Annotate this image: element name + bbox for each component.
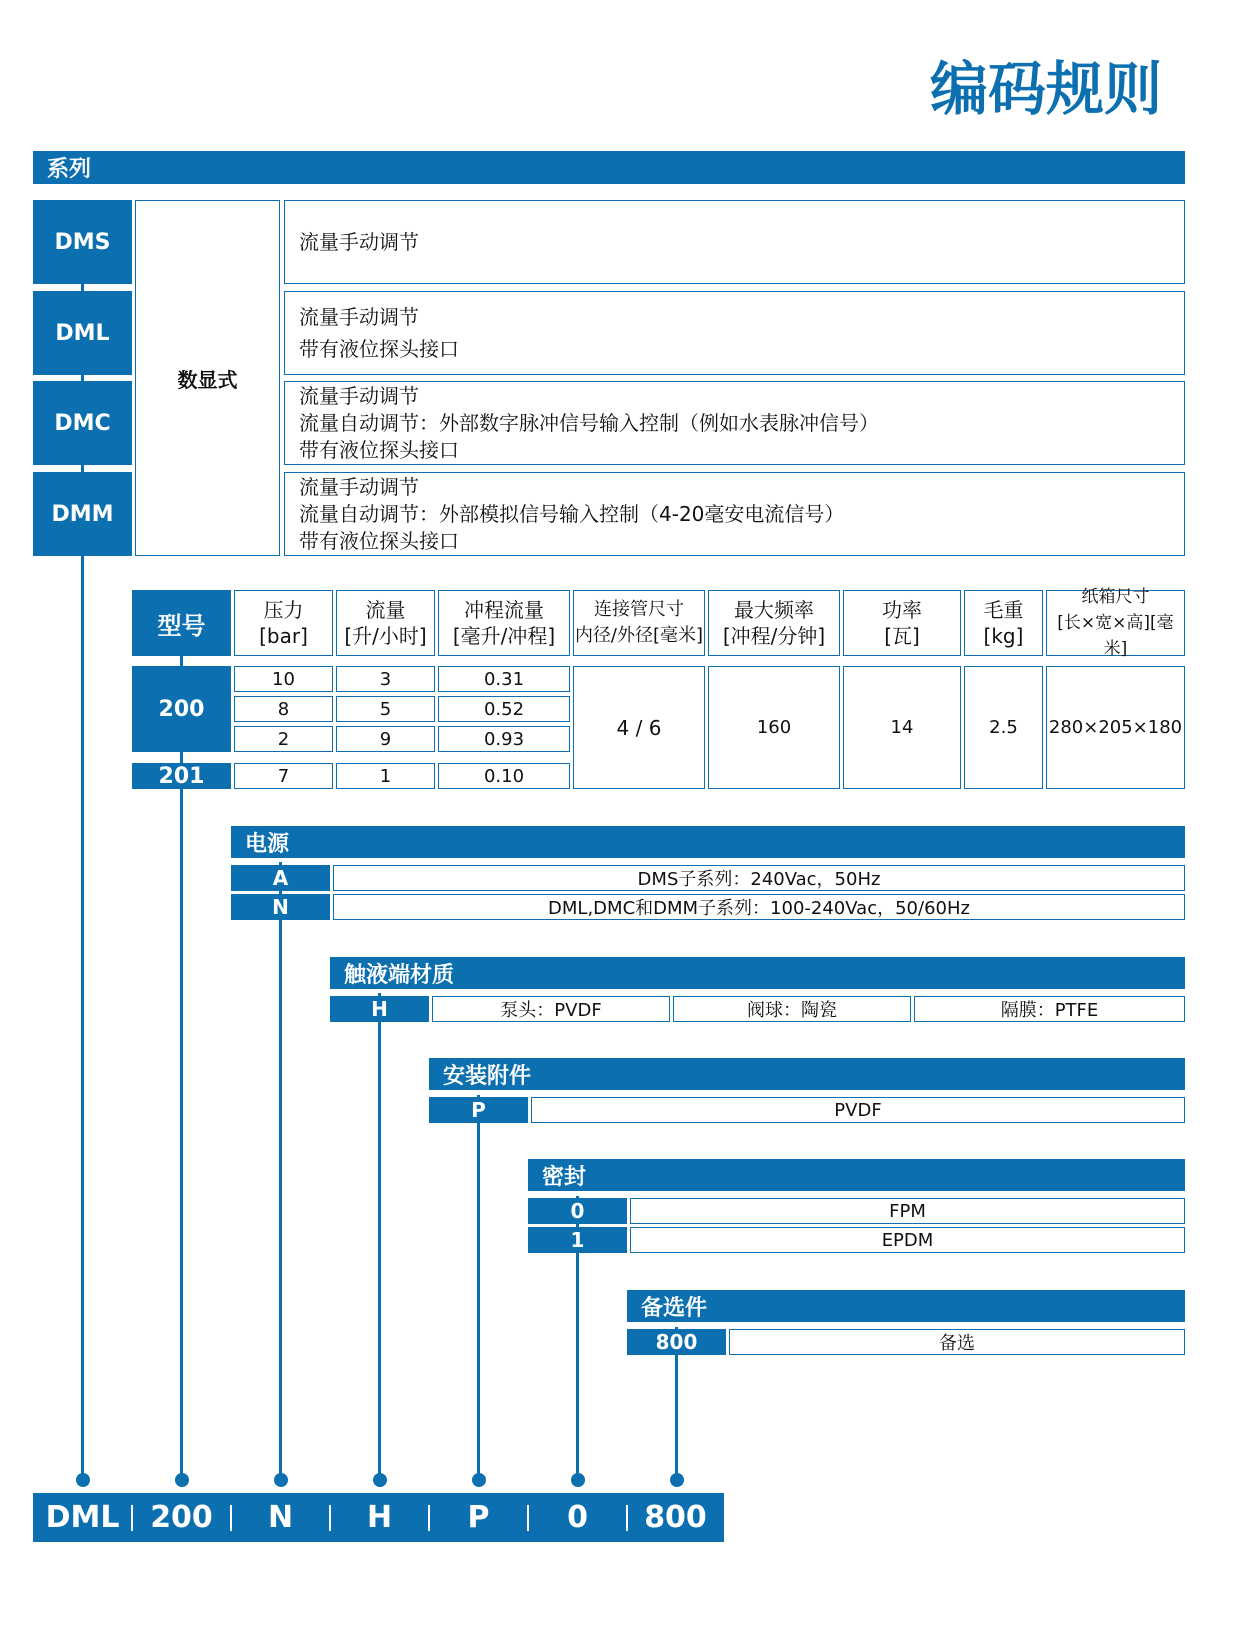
install-header: 安装附件 <box>429 1058 1185 1090</box>
col-unit: [毫升/冲程] <box>452 624 556 648</box>
table-cell: 10 <box>234 666 333 692</box>
connector-dot <box>472 1473 486 1487</box>
connector-install <box>477 1095 480 1480</box>
col-label: 纸箱尺寸 <box>1081 587 1150 607</box>
seal-header: 密封 <box>528 1159 1185 1191</box>
col-flow <box>336 590 435 656</box>
install-desc: PVDF <box>531 1097 1185 1123</box>
power-code-n: N <box>231 894 330 920</box>
col-unit: [bar] <box>259 624 308 648</box>
connector-dot <box>175 1473 189 1487</box>
series-code-dms: DMS <box>33 200 132 284</box>
series-type-label <box>135 200 280 556</box>
code-options: 800 <box>644 1500 707 1535</box>
code-install: P <box>467 1500 490 1535</box>
options-code-800: 800 <box>627 1329 726 1355</box>
col-label: 流量 <box>365 598 406 622</box>
table-cell: 0.31 <box>438 666 570 692</box>
install-code-p: P <box>429 1097 528 1123</box>
power-code-a: A <box>231 865 330 891</box>
desc-line: 流量手动调节 <box>299 474 419 499</box>
connector-dot <box>670 1473 684 1487</box>
series-desc-dmm <box>284 472 1185 556</box>
cell-carton: 280×205×180 <box>1046 666 1185 789</box>
col-label: 功率 <box>882 598 922 622</box>
series-code-dmc: DMC <box>33 381 132 465</box>
material-diaphragm: 隔膜：PTFE <box>914 996 1185 1022</box>
material-header: 触液端材质 <box>330 957 1185 989</box>
series-desc-dml <box>284 291 1185 375</box>
cell-connection: 4 / 6 <box>573 666 705 789</box>
example-code-bar <box>33 1493 724 1542</box>
options-header: 备选件 <box>627 1290 1185 1322</box>
series-code-dml: DML <box>33 291 132 375</box>
col-label: 连接管尺寸 <box>594 599 684 620</box>
table-cell: 0.10 <box>438 763 570 789</box>
connector-dot <box>571 1473 585 1487</box>
connector-material <box>378 993 381 1480</box>
code-series: DML <box>45 1500 120 1535</box>
connector-power <box>279 862 282 1480</box>
table-cell: 0.52 <box>438 696 570 722</box>
col-stroke-volume <box>438 590 570 656</box>
code-model: 200 <box>150 1500 213 1535</box>
series-type-text: 数显式 <box>177 367 238 392</box>
cell-frequency: 160 <box>708 666 840 789</box>
connector-dot <box>274 1473 288 1487</box>
code-seal: 0 <box>567 1500 588 1535</box>
desc-line: 流量手动调节 <box>299 305 419 329</box>
options-desc: 备选 <box>729 1329 1185 1355</box>
seal-code-0: 0 <box>528 1198 627 1224</box>
cell-power: 14 <box>843 666 961 789</box>
desc-line: 带有液位探头接口 <box>299 337 459 361</box>
desc-line: 带有液位探头接口 <box>299 437 459 462</box>
table-cell: 3 <box>336 666 435 692</box>
material-pump-head: 泵头：PVDF <box>432 996 670 1022</box>
table-cell: 0.93 <box>438 726 570 752</box>
col-label: 最大频率 <box>734 598 814 622</box>
col-unit: 内径/外径[毫米] <box>574 625 704 646</box>
model-code-201: 201 <box>132 763 231 789</box>
connector-dot <box>76 1473 90 1487</box>
seal-desc-0: FPM <box>630 1198 1185 1224</box>
model-header: 型号 <box>132 590 231 656</box>
col-unit: [升/小时] <box>344 624 427 648</box>
series-desc-dms <box>284 200 1185 284</box>
col-label: 冲程流量 <box>464 598 544 622</box>
col-power <box>843 590 961 656</box>
col-frequency <box>708 590 840 656</box>
table-cell: 8 <box>234 696 333 722</box>
seal-code-1: 1 <box>528 1227 627 1253</box>
col-unit: [瓦] <box>884 624 920 648</box>
seal-desc-1: EPDM <box>630 1227 1185 1253</box>
col-label: 毛重 <box>983 598 1024 622</box>
desc-line: 流量手动调节 <box>299 383 419 408</box>
col-unit: [长×宽×高][毫米] <box>1057 613 1174 659</box>
connector-dot <box>373 1473 387 1487</box>
page-title: 编码规则 <box>930 55 1163 123</box>
table-cell: 7 <box>234 763 333 789</box>
desc-line: 带有液位探头接口 <box>299 528 459 553</box>
model-code-200: 200 <box>132 666 231 752</box>
table-cell: 9 <box>336 726 435 752</box>
desc-line: 流量自动调节：外部模拟信号输入控制（4-20毫安电流信号） <box>299 501 845 526</box>
series-code-dmm: DMM <box>33 472 132 556</box>
cell-weight: 2.5 <box>964 666 1043 789</box>
col-weight <box>964 590 1043 656</box>
desc-line: 流量手动调节 <box>299 230 419 254</box>
code-power: N <box>267 1500 294 1535</box>
power-header: 电源 <box>231 826 1185 858</box>
table-cell: 2 <box>234 726 333 752</box>
col-unit: [kg] <box>983 624 1024 648</box>
col-connection <box>573 590 705 656</box>
material-code-h: H <box>330 996 429 1022</box>
code-material: H <box>366 1500 393 1535</box>
col-unit: [冲程/分钟] <box>722 624 826 648</box>
col-label: 压力 <box>263 598 304 622</box>
material-valve-ball: 阀球：陶瓷 <box>673 996 911 1022</box>
table-cell: 1 <box>336 763 435 789</box>
col-pressure <box>234 590 333 656</box>
desc-line: 流量自动调节：外部数字脉冲信号输入控制（例如水表脉冲信号） <box>299 410 879 435</box>
table-cell: 5 <box>336 696 435 722</box>
col-carton <box>1046 587 1185 659</box>
series-header: 系列 <box>33 151 1185 184</box>
power-desc-a: DMS子系列：240Vac，50Hz <box>333 865 1185 891</box>
series-desc-dmc <box>284 381 1185 465</box>
power-desc-n: DML,DMC和DMM子系列：100-240Vac，50/60Hz <box>333 894 1185 920</box>
